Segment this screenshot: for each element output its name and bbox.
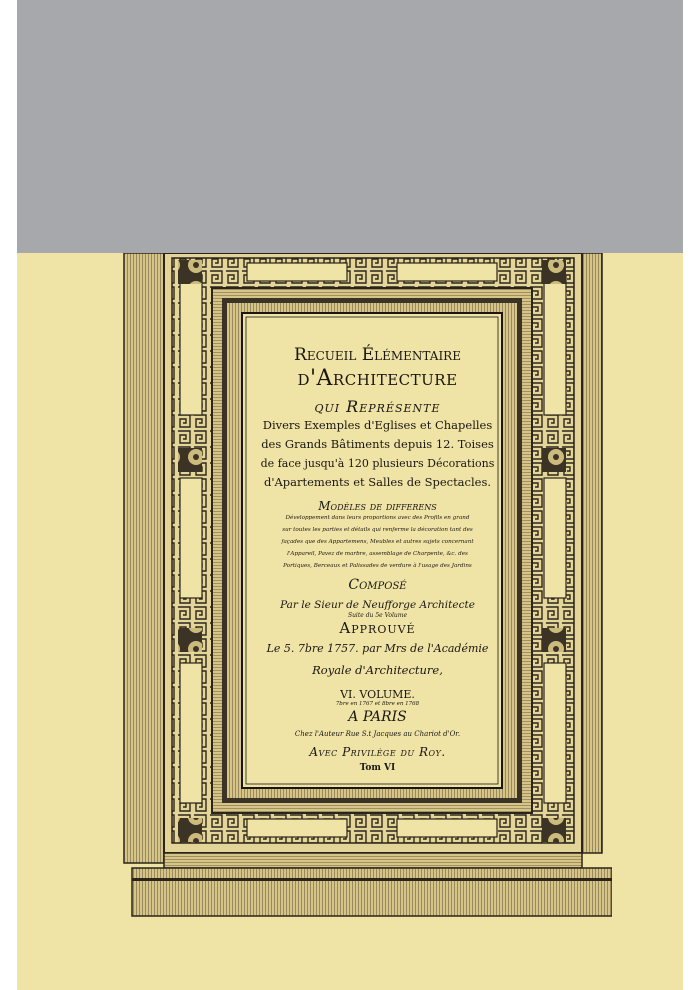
- date-line: Le 5. 7bre 1757. par Mrs de l'Académie: [266, 642, 489, 655]
- title-line-7: d'Apartements et Salles de Spectacles.: [263, 475, 492, 489]
- models-text-1: Développement dans leurs proportions avec des Profils en grand: [285, 515, 470, 521]
- models-text-4: l'Appareil, Pavez de marbre, assemblage de Charpente, &c. des: [287, 551, 468, 557]
- models-text-3: façades que des Appartemens, Meubles et autres sujets concernant: [281, 539, 474, 545]
- city-line: A PARIS: [348, 709, 407, 725]
- title-line-3: qui Représente: [314, 397, 441, 416]
- suite-note: Suite du 5e Volume: [347, 612, 408, 619]
- models-text-2: sur toutes les parties et détails qui renferme la décoration tant des: [282, 527, 473, 533]
- models-heading: Modèles de differens: [318, 499, 437, 513]
- scan-margin-band: [17, 0, 683, 253]
- title-line-1: Recueil Élémentaire: [294, 345, 461, 365]
- title-line-2: d'Architecture: [297, 366, 458, 391]
- scanned-page: [17, 0, 683, 990]
- title-line-6: de face jusqu'à 120 plusieurs Décorations: [260, 457, 495, 470]
- compose-heading: Composé: [348, 577, 407, 593]
- volume-line: VI. VOLUME.: [340, 688, 415, 701]
- title-line-5: des Grands Bâtiments depuis 12. Toises: [261, 437, 494, 451]
- tome-label: Tom VI: [359, 763, 396, 773]
- volume-note: 7bre en 1767 et 8bre en 1768: [335, 701, 420, 707]
- title-line-4: Divers Exemples d'Eglises et Chapelles: [262, 418, 493, 432]
- approuve-heading: Approuvé: [339, 619, 416, 637]
- address-line: Chez l'Auteur Rue S.t Jacques au Chariot d'Or.: [294, 730, 461, 738]
- privilege-line: Avec Privilège du Roy.: [309, 745, 446, 759]
- academy-line: Royale d'Architecture,: [312, 663, 443, 677]
- models-text-5: Portiques, Berceaux et Palissades de verdure à l'usage des Jardins: [283, 563, 472, 569]
- author-line: Par le Sieur de Neufforge Architecte: [280, 599, 475, 611]
